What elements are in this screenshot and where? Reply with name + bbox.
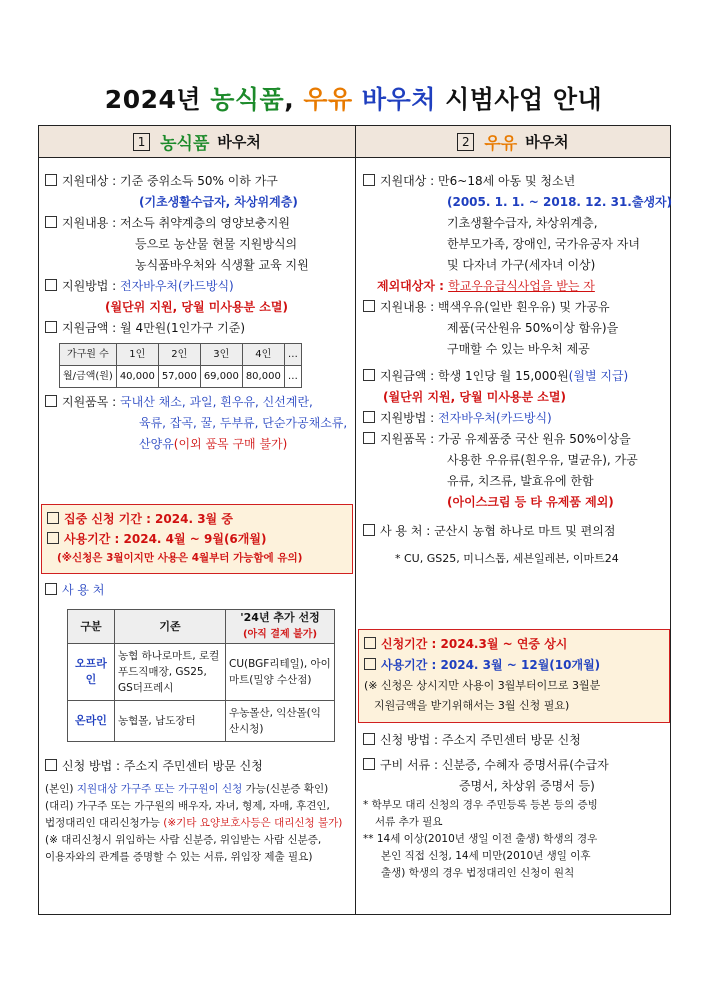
left-items-line3 <box>45 434 350 455</box>
usage-row-existing: 농협 하나로마트, 로컬푸드직매장, GS25, GS더프레시 <box>115 644 226 701</box>
left-note2: (대리) 가구주 또는 가구원의 배우자, 자녀, 형제, 자매, 후견인, <box>45 800 330 812</box>
checkbox-icon <box>364 637 376 649</box>
checkbox-icon <box>363 300 375 312</box>
right-items-line4: (아이스크림 등 타 유제품 제외) <box>447 495 614 509</box>
right-period-note2: 지원금액을 받기위해서는 3월 신청 필요) <box>374 699 570 712</box>
right-items <box>363 429 667 450</box>
usage-row-type: 오프라인 <box>68 644 115 701</box>
right-content <box>363 297 667 318</box>
right-header-number: 2 <box>457 133 474 151</box>
checkbox-icon <box>363 174 375 186</box>
right-content-line3: 구매할 수 있는 바우처 제공 <box>447 342 590 356</box>
left-header-keyword: 농식품 <box>160 134 210 154</box>
left-method <box>45 276 350 297</box>
right-exclude-value: 학교우유급식사업을 받는 자 <box>448 279 595 293</box>
left-amount <box>45 318 350 339</box>
left-items-line2: 육류, 잡곡, 꿀, 두부류, 단순가공채소류, <box>139 416 348 430</box>
left-target-detail: (기초생활수급자, 차상위계층) <box>139 195 298 209</box>
amount-cell: 월/금액(원) <box>60 366 117 388</box>
right-period-note1: (※ 신청은 상시지만 사용이 3월부터이므로 3월분 <box>364 679 601 692</box>
right-apply-period-text: 신청기간 : 2024.3월 ~ 연중 상시 <box>381 637 568 651</box>
amount-header: 2인 <box>158 344 200 366</box>
right-method <box>363 408 667 429</box>
right-items-label: 지원품목 : 가공 유제품중 국산 원유 50%이상을 <box>380 432 631 446</box>
title-milk: 우유 <box>303 85 353 114</box>
left-note1a: (본인) <box>45 783 77 795</box>
left-target-label: 지원대상 : 기준 중위소득 50% 이하 가구 <box>62 174 278 188</box>
left-period-box <box>41 504 353 574</box>
usage-table <box>67 609 335 742</box>
left-items-label: 지원품목 : <box>62 395 121 409</box>
checkbox-icon <box>363 369 375 381</box>
left-method-label: 지원방법 : <box>62 279 121 293</box>
left-note4: (※ 대리신청시 위임하는 사람 신분증, 위임받는 사람 신분증, <box>45 834 322 846</box>
usage-header-type: 구분 <box>68 610 115 644</box>
right-note2c: 출생) 학생의 경우 법정대리인 신청이 원칙 <box>381 867 575 879</box>
right-docs <box>363 755 667 776</box>
left-period-note: (※신청은 3월이지만 사용은 4월부터 가능함에 유의) <box>57 552 303 564</box>
amount-cell: 69,000 <box>200 366 242 388</box>
usage-header-added <box>226 610 335 644</box>
left-apply-method-text: 신청 방법 : 주소지 주민센터 방문 신청 <box>62 759 263 773</box>
checkbox-icon <box>45 216 57 228</box>
column-divider <box>355 126 356 914</box>
title-food: 농식품 <box>210 85 285 114</box>
left-content <box>45 213 350 234</box>
left-use-period-text: 사용기간 : 2024. 4월 ~ 9월(6개월) <box>64 532 267 546</box>
right-note2: ** 14세 이상(2010년 생일 이전 출생) 학생의 경우 <box>363 833 598 845</box>
right-exclude-label: 제외대상자 : <box>377 279 449 293</box>
right-method-value: 전자바우처(카드방식) <box>438 411 552 425</box>
right-column-lower <box>363 730 667 882</box>
right-note1b: 서류 추가 필요 <box>375 816 443 828</box>
left-header <box>39 126 355 158</box>
amount-header: … <box>284 344 301 366</box>
left-note1c: 가능(신분증 확인) <box>242 783 329 795</box>
usage-row-added: 우농몰산, 익산몰(익산시청) <box>226 701 335 742</box>
checkbox-icon <box>363 432 375 444</box>
left-method-value: 전자바우처(카드방식) <box>120 279 234 293</box>
left-header-rest: 바우처 <box>217 133 261 151</box>
left-note3a: 법정대리인 대리신청가능 <box>45 817 164 829</box>
amount-cell: 57,000 <box>158 366 200 388</box>
right-usage-label: 사 용 처 : 군산시 농협 하나로 마트 및 편의점 <box>380 524 616 538</box>
checkbox-icon <box>45 321 57 333</box>
right-use-period <box>364 655 664 676</box>
right-column <box>363 159 673 569</box>
checkbox-icon <box>45 395 57 407</box>
left-content-line3: 농식품바우처와 식생활 교육 지원 <box>135 258 309 272</box>
left-note3 <box>45 815 350 832</box>
right-apply-method <box>363 730 667 751</box>
checkbox-icon <box>45 279 57 291</box>
right-period-box <box>358 629 670 723</box>
right-header-rest: 바우처 <box>525 133 569 151</box>
right-items-line2: 사용한 우유류(흰우유, 멸균유), 가공 <box>447 453 638 467</box>
right-amount <box>363 366 667 387</box>
right-docs-line1: 구비 서류 : 신분증, 수혜자 증명서류(수급자 <box>380 758 609 772</box>
usage-row-existing: 농협몰, 남도장터 <box>115 701 226 742</box>
left-note1b: 지원대상 가구주 또는 가구원이 신청 <box>76 783 243 795</box>
main-frame <box>38 125 671 915</box>
left-items-line3a: 산양유 <box>139 437 174 451</box>
left-target <box>45 171 350 192</box>
left-items-line3b: (이외 품목 구매 불가) <box>173 437 288 451</box>
left-amount-label: 지원금액 : 월 4만원(1인가구 기준) <box>62 321 246 335</box>
usage-header-existing: 기존 <box>115 610 226 644</box>
title-comma: , <box>284 85 304 114</box>
checkbox-icon <box>363 733 375 745</box>
left-items-line1: 국내산 채소, 과일, 흰우유, 신선계란, <box>120 395 313 409</box>
left-apply-method <box>45 756 350 777</box>
title-voucher: 바우처 <box>361 85 436 114</box>
left-use-period <box>47 529 347 549</box>
left-apply-period-text: 집중 신청 기간 : 2024. 3월 중 <box>64 512 233 526</box>
left-note1 <box>45 781 350 798</box>
amount-cell: 40,000 <box>116 366 158 388</box>
right-target-line5: 및 다자녀 가구(세자녀 이상) <box>447 258 596 272</box>
usage-header-note: (아직 결제 불가) <box>242 629 318 640</box>
amount-header: 4인 <box>242 344 284 366</box>
usage-row-type: 온라인 <box>68 701 115 742</box>
right-amount-note: (월단위 지원, 당월 미사용분 소멸) <box>383 390 566 404</box>
right-usage <box>363 521 667 542</box>
checkbox-icon <box>363 758 375 770</box>
amount-header: 가구원 수 <box>60 344 117 366</box>
right-header <box>356 126 670 158</box>
right-target <box>363 171 667 192</box>
right-target-line2: (2005. 1. 1. ~ 2018. 12. 31.출생자) <box>447 195 673 209</box>
left-note3b: (※기타 요양보호사등은 대리신청 불가) <box>163 817 343 829</box>
right-use-period-text: 사용기간 : 2024. 3월 ~ 12월(10개월) <box>381 658 601 672</box>
amount-cell: 80,000 <box>242 366 284 388</box>
checkbox-icon <box>363 524 375 536</box>
left-usage-label: 사 용 처 <box>62 583 105 597</box>
right-apply-method-text: 신청 방법 : 주소지 주민센터 방문 신청 <box>380 733 581 747</box>
left-column-lower <box>45 580 350 866</box>
right-content-label: 지원내용 : 백색우유(일반 흰우유) 및 가공유 <box>380 300 610 314</box>
checkbox-icon <box>45 759 57 771</box>
right-method-label: 지원방법 : <box>380 411 439 425</box>
checkbox-icon <box>47 532 59 544</box>
left-content-label: 지원내용 : 저소득 취약계층의 영양보충지원 <box>62 216 290 230</box>
right-amount-label: 지원금액 : 학생 1인당 월 15,000원 <box>380 369 569 383</box>
right-apply-period <box>364 634 664 655</box>
right-target-line3: 기초생활수급자, 차상위계층, <box>447 216 598 230</box>
right-target-line4: 한부모가족, 장애인, 국가유공자 자녀 <box>447 237 640 251</box>
left-items <box>45 392 350 413</box>
amount-table <box>59 343 302 388</box>
left-apply-period <box>47 509 347 529</box>
left-usage <box>45 580 350 601</box>
right-amount-paren: (월별 지급) <box>568 369 629 383</box>
amount-header: 3인 <box>200 344 242 366</box>
right-content-line2: 제품(국산원유 50%이상 함유)을 <box>447 321 619 335</box>
right-items-line3: 유류, 치즈류, 발효유에 한함 <box>447 474 594 488</box>
right-note1: * 학부모 대리 신청의 경우 주민등록 등본 등의 증빙 <box>363 799 598 811</box>
page-title <box>0 80 707 116</box>
right-docs-line2: 증명서, 차상위 증명서 등) <box>459 779 595 793</box>
right-exclude <box>363 276 667 297</box>
left-column <box>45 159 350 455</box>
right-note2b: 본인 직접 신청, 14세 미만(2010년 생일 이후 <box>381 850 591 862</box>
amount-cell: … <box>284 366 301 388</box>
usage-header-added-text: '24년 추가 선정 <box>240 611 320 624</box>
right-target-label: 지원대상 : 만6~18세 아동 및 청소년 <box>380 174 576 188</box>
checkbox-icon <box>45 583 57 595</box>
right-header-keyword: 우유 <box>484 134 518 154</box>
checkbox-icon <box>45 174 57 186</box>
right-usage-line2: * CU, GS25, 미니스톱, 세븐일레븐, 이마트24 <box>395 552 619 565</box>
checkbox-icon <box>364 658 376 670</box>
checkbox-icon <box>47 512 59 524</box>
title-year: 2024년 <box>104 85 211 114</box>
title-space <box>353 85 362 114</box>
left-header-number: 1 <box>133 133 150 151</box>
left-method-note: (월단위 지원, 당월 미사용분 소멸) <box>105 300 288 314</box>
left-content-line2: 등으로 농산물 현물 지원방식의 <box>135 237 298 251</box>
usage-row-added: CU(BGF리테일), 아이마트(밀양 수산점) <box>226 644 335 701</box>
title-suffix: 시범사업 안내 <box>435 85 603 114</box>
left-note5: 이용자와의 관계를 증명할 수 있는 서류, 위임장 제출 필요) <box>45 851 313 863</box>
amount-header: 1인 <box>116 344 158 366</box>
checkbox-icon <box>363 411 375 423</box>
